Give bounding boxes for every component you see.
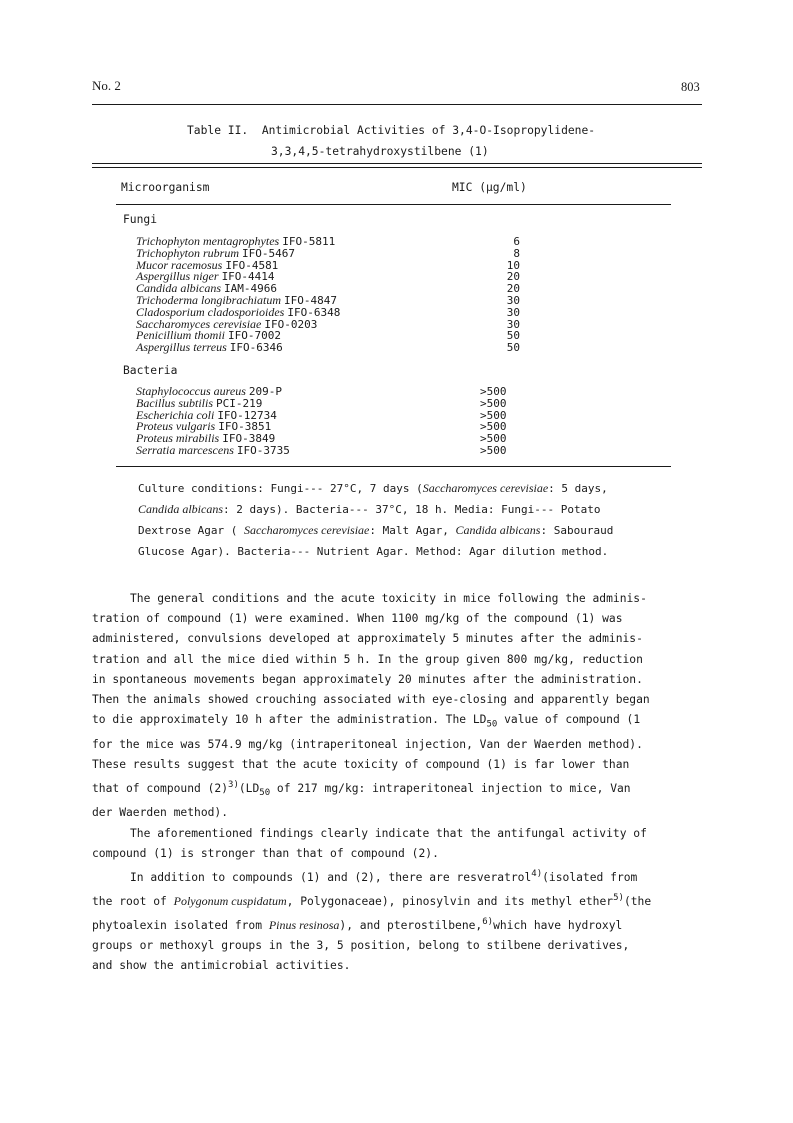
text-line <box>92 710 702 734</box>
reference-superscript: 6) <box>482 916 494 927</box>
fungi-list <box>136 234 520 355</box>
mic-value: >500 <box>480 443 507 457</box>
mic-value: >500 <box>480 432 507 446</box>
mic-value: 8 <box>513 246 520 260</box>
strain-id: IFO-4581 <box>225 258 279 272</box>
footnote-line <box>138 541 698 562</box>
strain-id: IFO-6346 <box>229 341 283 355</box>
text-run: , Polygonaceae), pinosylvin and its methyl ether <box>286 894 614 908</box>
mic-value: >500 <box>480 396 507 410</box>
strain-id: PCI-219 <box>216 396 263 410</box>
footnote-species: Candida albicans <box>138 502 224 516</box>
strain-id: IFO-3735 <box>236 443 290 457</box>
journal-issue: No. 2 <box>92 78 121 93</box>
mic-value: 50 <box>506 341 520 355</box>
mic-value: >500 <box>480 385 507 398</box>
strain-id: IFO-12734 <box>217 408 277 422</box>
text-line <box>92 912 702 936</box>
text-run: which have hydroxyl <box>493 918 623 932</box>
mic-value: 30 <box>506 293 520 307</box>
text-line: administered, convulsions developed at approximately 5 minutes after the adminis- <box>92 632 643 646</box>
organism-name: Candida albicans <box>136 281 222 296</box>
footnote-line <box>138 499 698 520</box>
text-run: (the <box>623 894 652 908</box>
organism-name: Staphylococcus aureus <box>136 384 246 398</box>
text-run: (isolated from <box>542 870 638 884</box>
column-header-mic: MIC (μg/ml) <box>452 181 527 194</box>
footnote-text: : 2 days). Bacteria--- 37°C, 18 h. Media: Fungi--- Potato <box>223 503 601 516</box>
strain-id: IFO-6348 <box>287 305 341 319</box>
footnote-species: Candida albicans <box>455 523 541 537</box>
reference-superscript: 3) <box>228 780 239 791</box>
organism-name: Proteus vulgaris <box>136 419 216 434</box>
table-row <box>136 340 520 355</box>
reference-superscript: 5) <box>613 892 624 903</box>
table-row <box>136 442 507 457</box>
text-line: and show the antimicrobial activities. <box>92 959 351 973</box>
column-header-organism: Microorganism <box>121 181 210 194</box>
footnote-text: : Malt Agar, <box>369 524 456 537</box>
footnote-line <box>138 478 698 499</box>
footnote-text: Dextrose Agar ( <box>138 524 244 537</box>
strain-id: IFO-3849 <box>222 432 276 446</box>
text-line: in spontaneous movements began approximately 20 minutes after the administration. <box>92 672 643 686</box>
strain-id: IFO-4847 <box>284 293 337 307</box>
footnote-text: Glucose Agar). Bacteria--- Nutrient Agar. Method: Agar dilution method. <box>138 545 609 558</box>
text-line <box>92 864 702 888</box>
table-header-rule <box>116 204 671 205</box>
text-line: for the mice was 574.9 mg/kg (intraperitoneal injection, Van der Waerden method). <box>92 737 643 751</box>
organism-name: Escherichia coli <box>136 407 215 422</box>
subscript: 50 <box>486 719 498 730</box>
text-run: that of compound (2) <box>92 781 229 795</box>
text-line: der Waerden method). <box>92 806 229 820</box>
organism-name: Trichoderma longibrachiatum <box>136 292 282 307</box>
strain-id: 209-P <box>248 385 282 398</box>
text-run: the root of <box>92 894 174 908</box>
footnote-species: Saccharomyces cerevisiae <box>422 481 549 495</box>
mic-value: 20 <box>506 270 520 284</box>
text-run: phytoalexin isolated from <box>92 918 269 932</box>
text-line: The general conditions and the acute toxicity in mice following the adminis- <box>130 592 647 605</box>
organism-name: Penicillium thomii <box>136 328 225 343</box>
text-run: of 217 mg/kg: intraperitoneal injection to mice, Van <box>270 781 631 795</box>
body-text <box>92 589 702 976</box>
organism-name: Proteus mirabilis <box>136 431 220 446</box>
text-line <box>92 775 702 803</box>
text-line <box>92 888 702 912</box>
caption-line-2: 3,3,4,5-tetrahydroxystilbene (1) <box>271 145 489 158</box>
subscript: 50 <box>259 788 271 799</box>
footnote-text: Culture conditions: Fungi--- 27°C, 7 days ( <box>138 482 423 495</box>
mic-value: 20 <box>506 282 520 296</box>
table-bottom-rule <box>116 466 671 467</box>
footnote-species: Saccharomyces cerevisiae <box>243 523 370 537</box>
caption-line-1: Table II. Antimicrobial Activities of 3,4-O-Isopropylidene- <box>187 124 596 137</box>
section-label-fungi: Fungi <box>123 213 158 226</box>
strain-id: IFO-7002 <box>228 329 281 343</box>
text-run: to die approximately 10 h after the administration. The LD <box>92 713 487 727</box>
species-name: Polygonum cuspidatum <box>173 893 287 908</box>
section-label-bacteria: Bacteria <box>123 364 178 377</box>
header-rule <box>92 104 702 105</box>
table-footnote <box>138 478 698 562</box>
text-run: In addition to compounds (1) and (2), there are resveratrol <box>130 870 532 884</box>
mic-value: 30 <box>506 317 520 331</box>
species-name: Pinus resinosa <box>268 917 340 932</box>
bacteria-list <box>136 384 507 457</box>
text-line: tration and all the mice died within 5 h. In the group given 800 mg/kg, reduction <box>92 652 643 666</box>
organism-name: Aspergillus niger <box>136 269 219 284</box>
organism-name: Trichophyton rubrum <box>136 245 240 260</box>
organism-name: Trichophyton mentagrophytes <box>136 234 280 248</box>
text-line: Then the animals showed crouching associated with eye-closing and apparently began <box>92 693 650 707</box>
strain-id: IAM-4966 <box>224 282 277 296</box>
text-line: These results suggest that the acute toxicity of compound (1) is far lower than <box>92 757 630 771</box>
organism-name: Serratia marcescens <box>136 442 234 457</box>
text-line: tration of compound (1) were examined. When 1100 mg/kg of the compound (1) was <box>92 612 623 626</box>
text-run: (LD <box>238 781 260 795</box>
text-run: ), and pterostilbene, <box>339 918 483 932</box>
reference-superscript: 4) <box>531 868 543 879</box>
footnote-line <box>138 520 698 541</box>
text-line: compound (1) is stronger than that of compound (2). <box>92 846 439 860</box>
organism-name: Bacillus subtilis <box>136 395 214 410</box>
mic-value: >500 <box>480 420 507 434</box>
text-line: The aforementioned findings clearly indicate that the antifungal activity of <box>130 826 647 840</box>
strain-id: IFO-4414 <box>221 270 275 284</box>
strain-id: IFO-0203 <box>264 317 318 331</box>
organism-name: Mucor racemosus <box>136 257 223 272</box>
table-top-rule <box>92 163 702 164</box>
footnote-text: : Sabouraud <box>540 524 614 537</box>
strain-id: IFO-3851 <box>218 420 272 434</box>
mic-value: 10 <box>506 258 520 272</box>
organism-name: Cladosporium cladosporioides <box>136 304 285 319</box>
table-top-rule-double <box>92 167 702 168</box>
strain-id: IFO-5467 <box>242 246 295 260</box>
organism-name: Saccharomyces cerevisiae <box>136 316 262 331</box>
table-caption <box>187 120 595 162</box>
mic-value: 6 <box>513 235 520 248</box>
text-run: value of compound (1 <box>497 713 641 727</box>
mic-value: 50 <box>506 329 520 343</box>
mic-value: >500 <box>480 408 507 422</box>
text-line: groups or methoxyl groups in the 3, 5 position, belong to stilbene derivatives, <box>92 938 630 952</box>
page-number: 803 <box>681 80 700 94</box>
organism-name: Aspergillus terreus <box>136 340 227 355</box>
footnote-text: : 5 days, <box>548 482 608 495</box>
mic-value: 30 <box>506 305 520 319</box>
strain-id: IFO-5811 <box>282 235 336 248</box>
